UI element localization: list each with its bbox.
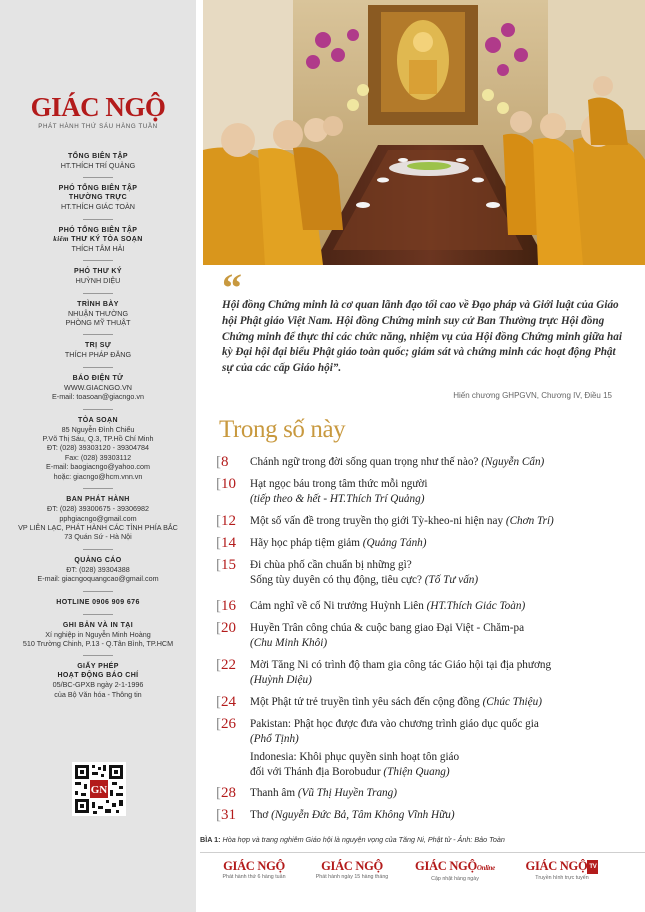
toc-article-title: Một Phật tử trẻ truyền tình yêu sách đến cộng đồng xyxy=(250,696,483,708)
footer-brand-name: GIÁC NGỘ xyxy=(223,859,285,873)
quote-source: Hiến chương GHPGVN, Chương IV, Điều 15 xyxy=(453,391,612,400)
masthead-line: ĐT: (028) 39303120 - 39304784 xyxy=(47,443,149,453)
cover-caption-label: BÌA 1: xyxy=(200,835,223,844)
masthead-line: HT.THÍCH TRÍ QUẢNG xyxy=(60,161,136,170)
masthead-sidebar xyxy=(0,0,196,912)
toc-article-title: Hạt ngọc báu trong tâm thức mỗi người xyxy=(250,478,428,490)
masthead-divider xyxy=(83,367,113,368)
toc-extra-author: (Thiện Quang) xyxy=(383,765,450,778)
toc-page: 10 xyxy=(221,476,236,492)
brand-tagline: PHÁT HÀNH THỨ SÁU HÀNG TUẦN xyxy=(38,123,158,130)
toc-author: (Nguyễn Đức Bả, Tâm Không Vĩnh Hữu) xyxy=(271,809,455,821)
footer-brand[interactable] xyxy=(512,859,612,881)
toc-entry xyxy=(250,558,635,587)
footer-brand-name: GIÁC NGỘ xyxy=(415,859,477,873)
masthead-line: E-mail: baogiacngo@yahoo.com xyxy=(46,462,150,472)
masthead-section-title: QUẢNG CÁO xyxy=(74,556,122,564)
toc-page-number xyxy=(216,598,236,614)
toc-article-title: Pakistan: Phật học được đưa vào chương trình giáo dục quốc gia xyxy=(250,718,539,730)
cover-photo xyxy=(203,0,645,265)
quote-mark: “ xyxy=(222,265,242,310)
toc-author: (Tố Tư vấn) xyxy=(424,573,479,586)
masthead-line: VP LIÊN LẠC, PHÁT HÀNH CÁC TỈNH PHÍA BẮC xyxy=(18,522,178,532)
masthead-line: THÍCH PHÁP ĐĂNG xyxy=(64,350,132,360)
toc-page-number xyxy=(216,513,236,529)
masthead-divider xyxy=(83,293,113,294)
toc-article-title: Hãy học pháp tiệm giảm xyxy=(250,537,363,549)
footer-brand-subtitle: Cập nhật hàng ngày xyxy=(431,876,479,882)
masthead-section-title: GHI BẢN VÀ IN TẠI xyxy=(62,621,134,629)
cover-caption-text: Hòa hợp và trang nghiêm Giáo hội là nguyện vọng của Tăng Ni, Phật tử - Ảnh: Bảo Toàn xyxy=(222,835,505,844)
cover-caption xyxy=(200,835,640,844)
footer-brand-subtitle: Phát hành ngày 15 hàng tháng xyxy=(315,874,389,880)
toc-entry xyxy=(250,786,635,801)
toc-page: 15 xyxy=(221,557,236,573)
masthead-section xyxy=(10,341,186,359)
toc-article-title: Thơ xyxy=(250,809,272,821)
masthead-line: ĐT: (028) 39304388 xyxy=(66,564,130,574)
toc-extra-title: Indonesia: Khôi phục quyền sinh hoạt tôn giáo xyxy=(250,751,460,763)
masthead-line: của Bộ Văn hóa - Thông tin xyxy=(54,689,142,699)
masthead-line: 05/BC-GPXB ngày 2-1-1996 xyxy=(52,680,144,690)
masthead-subtitle-rest: THƯ KÝ TÒA SOẠN xyxy=(68,235,143,243)
toc-page-number xyxy=(216,694,236,710)
toc-article-title: Huyền Trân công chúa & cuộc bang giao Đại Việt - Chăm-pa xyxy=(250,622,525,634)
toc-page-number xyxy=(216,716,236,732)
toc-bracket: [ xyxy=(216,557,221,573)
toc-entry xyxy=(250,717,635,779)
masthead-line: pphgiacngo@gmail.com xyxy=(59,513,137,523)
masthead-divider xyxy=(83,409,113,410)
masthead-section-subtitle: HOẠT ĐỘNG BÁO CHÍ xyxy=(57,672,139,680)
footer-brand[interactable] xyxy=(302,859,402,880)
toc-article-title: Thanh âm xyxy=(250,787,298,799)
qr-code-icon xyxy=(72,762,126,816)
footer-brand[interactable] xyxy=(204,859,304,880)
toc-page-number xyxy=(216,620,236,636)
masthead-line: HUỲNH DIỆU xyxy=(75,276,121,286)
masthead-line: E-mail: toasoan@giacngo.vn xyxy=(52,392,144,402)
masthead-section xyxy=(10,152,186,170)
toc-bracket: [ xyxy=(216,785,221,801)
toc-article-title: Đi chùa phố cần chuẩn bị những gì? xyxy=(250,559,412,571)
toc-author: (Chúc Thiệu) xyxy=(482,696,542,708)
masthead-subtitle-prefix: kiêm xyxy=(53,234,69,243)
toc-entry xyxy=(250,808,635,823)
masthead-section-title: PHÓ THƯ KÝ xyxy=(74,268,122,276)
masthead-divider xyxy=(83,334,113,335)
footer-brand-subtitle: Truyền hình trực tuyến xyxy=(535,875,589,881)
toc-bracket: [ xyxy=(216,535,221,551)
toc-page-number xyxy=(216,454,229,470)
masthead-section xyxy=(10,598,186,607)
footer-brand-logo xyxy=(302,859,402,873)
masthead-section-title: GIẤY PHÉP xyxy=(77,663,119,671)
masthead-section-title: PHÓ TỔNG BIÊN TẬP xyxy=(58,185,138,193)
footer-brand-logo xyxy=(512,859,612,874)
toc-entry xyxy=(250,658,635,687)
masthead-section xyxy=(10,374,186,402)
masthead-line: PHÒNG MỸ THUẬT xyxy=(65,318,131,328)
masthead-line: 85 Nguyễn Đình Chiểu xyxy=(61,424,135,434)
masthead-divider xyxy=(83,488,113,489)
toc-page-number xyxy=(216,657,236,673)
toc-article-title: Một số vấn đề trong truyền thọ giới Tỳ-kheo-ni hiện nay xyxy=(250,515,506,527)
footer-brand-name: GIÁC NGỘ xyxy=(321,859,383,873)
masthead-line: 73 Quán Sứ - Hà Nội xyxy=(64,532,132,542)
toc-article-title: Mời Tăng Ni có trình độ tham gia công tác Giáo hội tại địa phương xyxy=(250,659,552,671)
toc-bracket: [ xyxy=(216,598,221,614)
toc-author: (Quảng Tánh) xyxy=(362,537,427,549)
toc-heading: Trong số này xyxy=(219,416,346,443)
toc-extra-title-2: đối với Thánh địa Borobudur xyxy=(250,765,384,778)
toc-page: 26 xyxy=(221,716,236,732)
masthead-divider xyxy=(83,177,113,178)
toc-bracket: [ xyxy=(216,454,221,470)
masthead-section xyxy=(10,556,186,584)
masthead-divider xyxy=(83,260,113,261)
toc-page: 8 xyxy=(221,454,229,470)
toc-bracket: [ xyxy=(216,476,221,492)
masthead-divider xyxy=(83,591,113,592)
footer-brand[interactable] xyxy=(405,859,505,882)
toc-page: 24 xyxy=(221,694,236,710)
masthead-line: P.Võ Thị Sáu, Q.3, TP.Hồ Chí Minh xyxy=(42,434,154,444)
masthead-divider xyxy=(83,614,113,615)
masthead-section xyxy=(10,184,186,211)
masthead-section xyxy=(10,495,186,542)
toc-author: (HT.Thích Giác Toàn) xyxy=(426,600,526,612)
masthead-line: Fax: (028) 39303112 xyxy=(64,452,132,462)
masthead-section-title: HOTLINE 0906 909 676 xyxy=(56,598,140,606)
masthead-divider xyxy=(83,655,113,656)
toc-author: (Vũ Thị Huyền Trang) xyxy=(297,787,397,799)
masthead-section xyxy=(10,300,186,328)
toc-author: (Huỳnh Diệu) xyxy=(250,673,312,686)
toc-entry xyxy=(250,536,635,551)
toc-page-number xyxy=(216,557,236,573)
toc-author: (tiếp theo & hết - HT.Thích Trí Quảng) xyxy=(250,492,425,505)
masthead-divider xyxy=(83,219,113,220)
masthead-section xyxy=(10,662,186,699)
toc-page-number xyxy=(216,785,236,801)
toc-spacer xyxy=(250,746,635,750)
toc-entry xyxy=(250,621,635,650)
toc-entry xyxy=(250,599,635,614)
masthead-line: WWW.GIACNGO.VN xyxy=(64,382,132,392)
footer-brand-name: GIÁC NGỘ xyxy=(525,859,588,873)
qr-badge-text: GN xyxy=(90,784,108,796)
masthead-section-subtitle xyxy=(10,235,186,244)
toc-author: (Nguyễn Cẩn) xyxy=(481,456,545,468)
toc-bracket: [ xyxy=(216,620,221,636)
footer-brand-logo xyxy=(405,859,505,875)
toc-page-number xyxy=(216,476,236,492)
masthead-section xyxy=(10,416,186,481)
masthead-line: Xí nghiệp in Nguyễn Minh Hoàng xyxy=(45,629,151,639)
toc-bracket: [ xyxy=(216,716,221,732)
brand-logo-block xyxy=(0,92,196,130)
toc-entry xyxy=(250,477,635,506)
masthead-section-title: TRỊ SỰ xyxy=(84,342,112,350)
masthead-section xyxy=(10,621,186,649)
toc-author: (Chơn Trí) xyxy=(505,515,554,527)
toc-bracket: [ xyxy=(216,694,221,710)
toc-page: 22 xyxy=(221,657,236,673)
masthead-section-title: PHÓ TỔNG BIÊN TẬP xyxy=(58,226,138,234)
masthead-line: ĐT: (028) 39300675 - 39306982 xyxy=(47,504,149,514)
toc-page: 28 xyxy=(221,785,236,801)
masthead-section-title: BÁO ĐIỆN TỬ xyxy=(72,374,124,382)
masthead-line: 510 Trường Chinh, P.13 - Q.Tân Bình, TP.HCM xyxy=(22,638,174,648)
masthead-line: HT.THÍCH GIÁC TOÀN xyxy=(60,202,135,212)
footer-brand-subtitle: Phát hành thứ 6 hàng tuần xyxy=(222,874,286,880)
masthead-section-title: BAN PHÁT HÀNH xyxy=(66,496,130,504)
toc-page: 16 xyxy=(221,598,236,614)
toc-bracket: [ xyxy=(216,807,221,823)
masthead-divider xyxy=(83,549,113,550)
toc-entry xyxy=(250,514,635,529)
masthead-section xyxy=(10,267,186,285)
toc-page: 20 xyxy=(221,620,236,636)
publication-footer xyxy=(200,852,645,886)
masthead-line: E-mail: giacngoquangcao@gmail.com xyxy=(37,574,159,584)
toc-page: 31 xyxy=(221,807,236,823)
tv-badge-icon: TV xyxy=(587,860,598,874)
masthead-section-title: TỔNG BIÊN TẬP xyxy=(67,153,129,160)
toc-article-title: Chánh ngữ trong đời sống quan trọng như thế nào? xyxy=(250,456,482,468)
masthead-credits xyxy=(10,152,186,706)
toc-page: 12 xyxy=(221,513,236,529)
toc-article-title-2: Sống tùy duyên có thụ động, tiêu cực? xyxy=(250,573,425,586)
masthead-section xyxy=(10,226,186,253)
masthead-section-title: TRÌNH BÀY xyxy=(77,300,119,308)
toc-bracket: [ xyxy=(216,513,221,529)
masthead-section-subtitle: THƯỜNG TRỰC xyxy=(68,194,128,202)
footer-brand-suffix: Online xyxy=(476,864,495,872)
toc-page-number xyxy=(216,807,236,823)
toc-entry xyxy=(250,455,635,470)
toc-author: (Chu Minh Khôi) xyxy=(250,636,328,649)
toc-author: (Phổ Tịnh) xyxy=(250,732,299,745)
toc-article-title: Cảm nghĩ về cố Ni trưởng Huỳnh Liên xyxy=(250,600,427,612)
brand-logo: GIÁC NGỘ xyxy=(30,92,166,122)
masthead-line: hoặc: giacngo@hcm.vnn.vn xyxy=(53,471,143,481)
toc-page: 14 xyxy=(221,535,236,551)
footer-brand-logo xyxy=(204,859,304,873)
toc-page-number xyxy=(216,535,236,551)
charter-quote: Hội đồng Chứng minh là cơ quan lãnh đạo tối cao về Đạo pháp và Giới luật của Giáo hội Phật giáo Việt Nam. Hội đồng Chứng minh suy cử Ban Thường trực Hội đồng Chứng minh để thực thi các chức năng, nhiệm vụ của Hội đồng Chứng minh giữa hai kỳ Đại hội đại biểu Phật giáo toàn quốc; giám sát và chứng minh các hoạt động Phật sự của các cấp Giáo hội”. xyxy=(222,299,622,375)
masthead-section-title: TÒA SOẠN xyxy=(78,416,118,424)
toc-entry xyxy=(250,695,635,710)
masthead-line: NHUẬN THƯỜNG xyxy=(67,308,129,318)
toc-bracket: [ xyxy=(216,657,221,673)
masthead-line: THÍCH TÂM HẢI xyxy=(71,243,125,253)
